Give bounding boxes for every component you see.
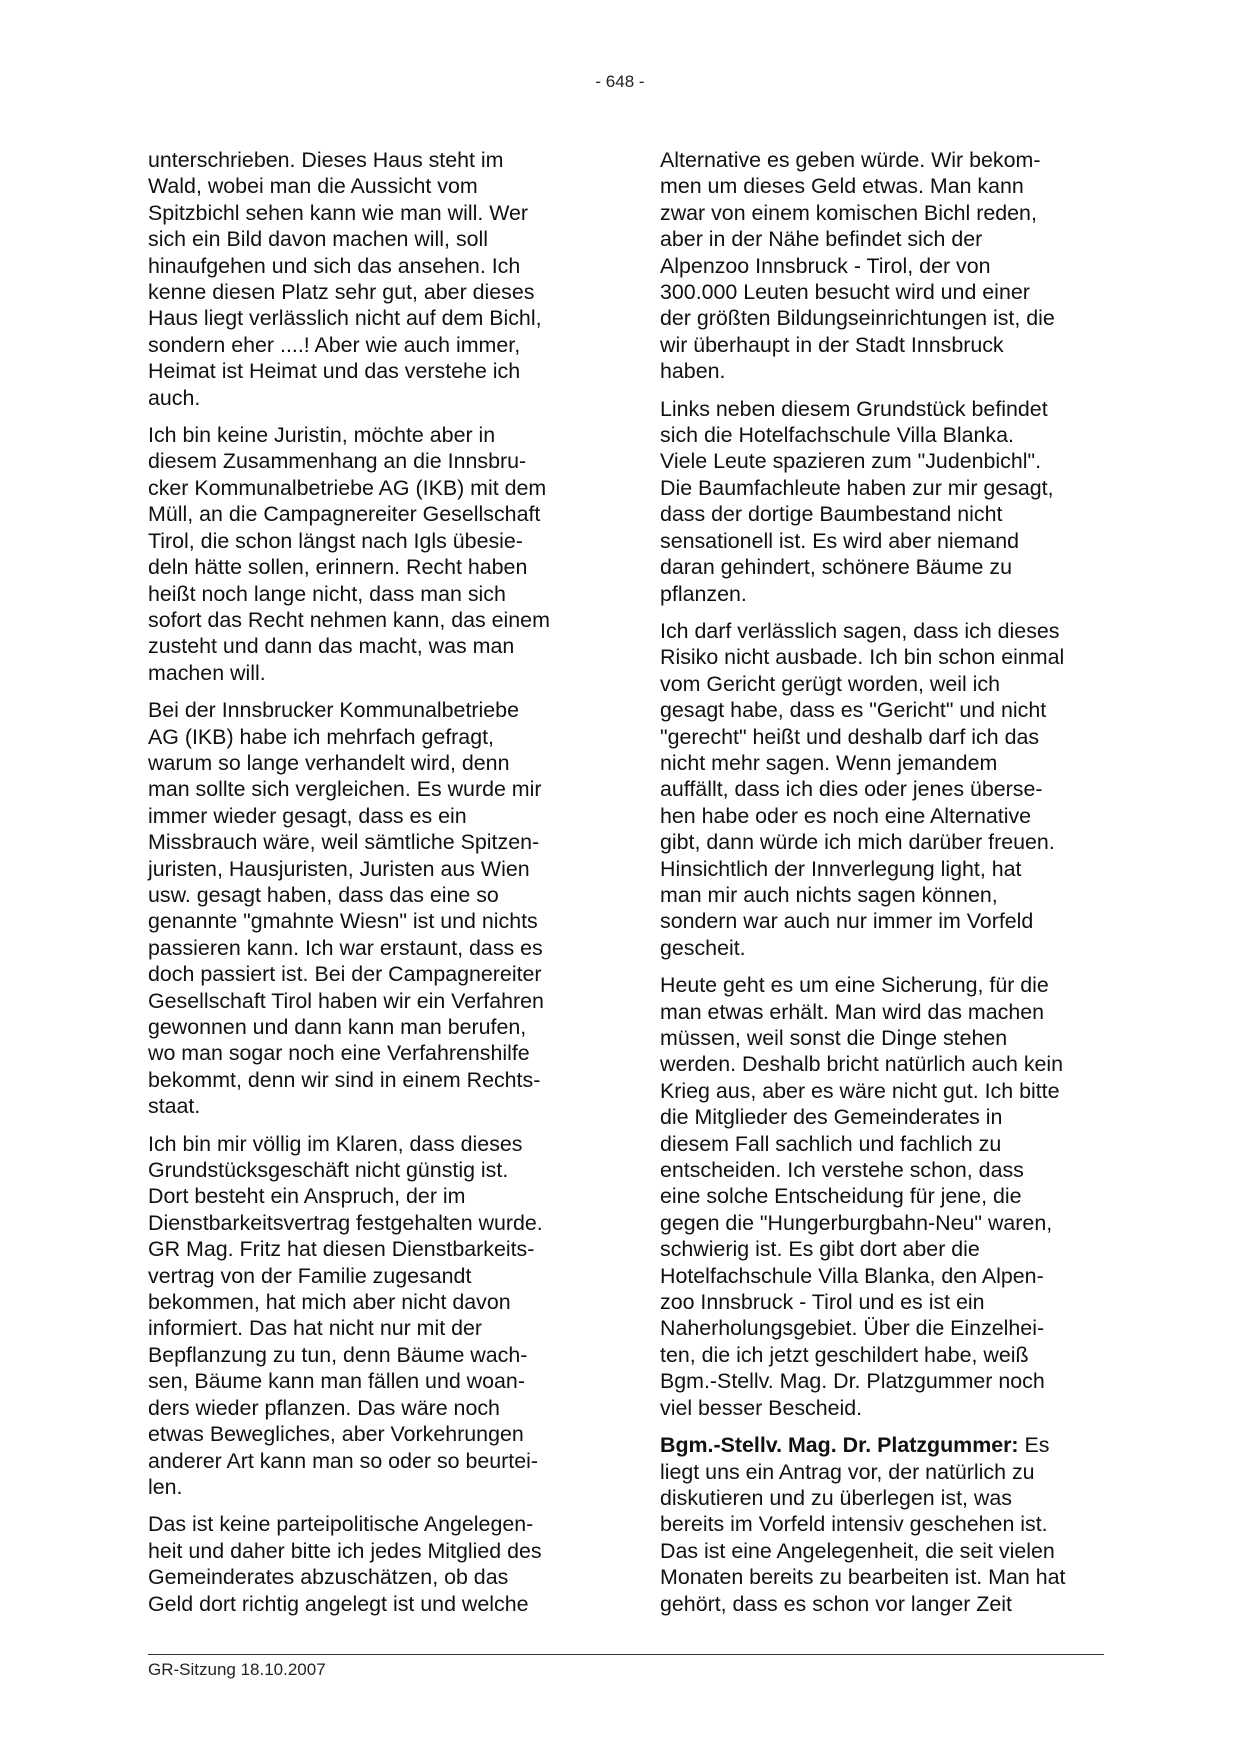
paragraph (660, 147, 1105, 385)
text-line: daran gehindert, schönere Bäume zu (660, 555, 1012, 580)
text-line: Bgm.-Stellv. Mag. Dr. Platzgummer noch (660, 1369, 1045, 1394)
paragraph (148, 1511, 588, 1617)
text-line: hinaufgehen und sich das ansehen. Ich (148, 253, 521, 278)
text-line: Gesellschaft Tirol haben wir ein Verfahren (148, 988, 544, 1013)
text-line: zoo Innsbruck - Tirol und es ist ein (660, 1290, 985, 1315)
text-line: AG (IKB) habe ich mehrfach gefragt, (148, 724, 494, 749)
text-line: der größten Bildungseinrichtungen ist, die (660, 306, 1055, 331)
text-line: sensationell ist. Es wird aber niemand (660, 528, 1020, 553)
text-line: Monaten bereits zu bearbeiten ist. Man hat (660, 1565, 1066, 1590)
text-line: bekommt, denn wir sind in einem Rechts- (148, 1067, 541, 1092)
text-line: haben. (660, 359, 726, 384)
text-line: schwierig ist. Es gibt dort aber die (660, 1237, 980, 1262)
text-line: Wald, wobei man die Aussicht vom (148, 174, 478, 199)
text-line: man mir auch nichts sagen können, (660, 882, 998, 907)
text-line: auch. (148, 385, 201, 410)
text-line: diskutieren und zu überlegen ist, was (660, 1485, 1012, 1510)
text-line: doch passiert ist. Bei der Campagnereiter (148, 962, 542, 987)
text-line: man sollte sich vergleichen. Es wurde mir (148, 777, 542, 802)
text-line: werden. Deshalb bricht natürlich auch kein (660, 1052, 1064, 1077)
text-line: Das ist eine Angelegenheit, die seit vielen (660, 1538, 1055, 1563)
text-line: kenne diesen Platz sehr gut, aber dieses (148, 280, 535, 305)
left-column (148, 147, 588, 1628)
speech-paragraph (660, 1432, 1105, 1617)
footer-session-date: GR-Sitzung 18.10.2007 (148, 1660, 326, 1679)
text-line: Hinsichtlich der Innverlegung light, hat (660, 856, 1022, 881)
text-line: auffällt, dass ich dies oder jenes überse- (660, 777, 1043, 802)
paragraph (660, 618, 1105, 961)
text-line: GR Mag. Fritz hat diesen Dienstbarkeits- (148, 1237, 535, 1262)
right-column (660, 147, 1105, 1628)
text-line: genannte "gmahnte Wiesn" ist und nichts (148, 909, 538, 934)
text-line: vertrag von der Familie zugesandt (148, 1263, 472, 1288)
text-line: diesem Zusammenhang an die Innsbru- (148, 449, 527, 474)
paragraph (148, 422, 588, 686)
text-line: Missbrauch wäre, weil sämtliche Spitzen- (148, 830, 540, 855)
text-line: etwas Bewegliches, aber Vorkehrungen (148, 1422, 524, 1447)
text-line: Alpenzoo Innsbruck - Tirol, der von (660, 253, 991, 278)
text-line: immer wieder gesagt, dass es ein (148, 803, 467, 828)
text-line: staat. (148, 1094, 201, 1119)
text-line: Links neben diesem Grundstück befindet (660, 396, 1048, 421)
text-line: wir überhaupt in der Stadt Innsbruck (660, 332, 1004, 357)
text-line: sondern eher ....! Aber wie auch immer, (148, 332, 521, 357)
page-number: - 648 - (595, 72, 645, 91)
text-line: unterschrieben. Dieses Haus steht im (148, 148, 504, 172)
text-line: len. (148, 1474, 183, 1499)
text-line: sen, Bäume kann man fällen und woan- (148, 1369, 525, 1394)
text-line: nicht mehr sagen. Wenn jemandem (660, 750, 998, 775)
text-line: bekommen, hat mich aber nicht davon (148, 1290, 511, 1315)
text-line: heißt noch lange nicht, dass man sich (148, 581, 506, 606)
text-line: Gemeinderates abzuschätzen, ob das (148, 1565, 509, 1590)
text-line: Bei der Innsbrucker Kommunalbetriebe (148, 698, 519, 723)
paragraph (148, 1131, 588, 1501)
text-line: sich ein Bild davon machen will, soll (148, 227, 489, 252)
text-line: Krieg aus, aber es wäre nicht gut. Ich bitte (660, 1078, 1060, 1103)
text-line: diesem Fall sachlich und fachlich zu (660, 1131, 1002, 1156)
text-line: usw. gesagt haben, dass das eine so (148, 882, 499, 907)
text-line: deln hätte sollen, erinnern. Recht haben (148, 555, 528, 580)
text-line: vom Gericht gerügt worden, weil ich (660, 671, 1001, 696)
text-line: Bepflanzung zu tun, denn Bäume wach- (148, 1342, 528, 1367)
text-line: 300.000 Leuten besucht wird und einer (660, 280, 1030, 305)
text-line: Hotelfachschule Villa Blanka, den Alpen- (660, 1263, 1044, 1288)
text-line: Tirol, die schon längst nach Igls übesie- (148, 528, 523, 553)
text-line: Grundstücksgeschäft nicht günstig ist. (148, 1158, 509, 1183)
text-line: men um dieses Geld etwas. Man kann (660, 174, 1024, 199)
text-line: Dort besteht ein Anspruch, der im (148, 1184, 466, 1209)
text-line: "gerecht" heißt und deshalb darf ich das (660, 724, 1040, 749)
text-line: Dienstbarkeitsvertrag festgehalten wurde. (148, 1210, 543, 1235)
text-line: entscheiden. Ich verstehe schon, dass (660, 1158, 1024, 1183)
speech-text: Es (1018, 1433, 1050, 1458)
paragraph (660, 396, 1105, 607)
text-line: zwar von einem komischen Bichl reden, (660, 200, 1037, 225)
text-line: ten, die ich jetzt geschildert habe, weiß (660, 1342, 1029, 1367)
text-line: gescheit. (660, 935, 746, 960)
text-line: müssen, weil sonst die Dinge stehen (660, 1026, 1008, 1050)
text-line: informiert. Das hat nicht nur mit der (148, 1316, 483, 1341)
text-line: anderer Art kann man so oder so beurtei- (148, 1448, 539, 1473)
text-line (660, 1432, 1105, 1458)
text-line: Viele Leute spazieren zum "Judenbichl". (660, 449, 1042, 474)
text-line: viel besser Bescheid. (660, 1395, 863, 1420)
text-line: pflanzen. (660, 581, 747, 606)
text-line: machen will. (148, 660, 266, 685)
paragraph (148, 697, 588, 1120)
text-line: juristen, Hausjuristen, Juristen aus Wien (148, 856, 530, 881)
text-line: Naherholungsgebiet. Über die Einzelhei- (660, 1316, 1045, 1341)
text-line: hen habe oder es noch eine Alternative (660, 803, 1032, 828)
speaker-name: Bgm.-Stellv. Mag. Dr. Platzgummer: (660, 1433, 1019, 1458)
text-line: sich die Hotelfachschule Villa Blanka. (660, 423, 1014, 448)
text-line: wo man sogar noch eine Verfahrenshilfe (148, 1041, 530, 1066)
text-line: Müll, an die Campagnereiter Gesellschaft (148, 502, 541, 527)
text-line: Alternative es geben würde. Wir bekom- (660, 148, 1041, 172)
text-line: Die Baumfachleute haben zur mir gesagt, (660, 475, 1054, 500)
text-line: gehört, dass es schon vor langer Zeit (660, 1591, 1012, 1616)
text-line: man etwas erhält. Man wird das machen (660, 999, 1045, 1024)
text-line: bereits im Vorfeld intensiv geschehen ist. (660, 1512, 1048, 1537)
text-line: Heute geht es um eine Sicherung, für die (660, 973, 1049, 998)
text-line: Geld dort richtig angelegt ist und welche (148, 1591, 529, 1616)
text-line: sondern war auch nur immer im Vorfeld (660, 909, 1034, 934)
footer-divider (148, 1654, 1104, 1655)
text-line: Ich bin keine Juristin, möchte aber in (148, 423, 496, 448)
text-line: Ich darf verlässlich sagen, dass ich dieses (660, 618, 1060, 643)
text-line: liegt uns ein Antrag vor, der natürlich zu (660, 1459, 1035, 1484)
text-line: Spitzbichl sehen kann wie man will. Wer (148, 200, 529, 225)
text-line: warum so lange verhandelt wird, denn (148, 750, 510, 775)
text-line: aber in der Nähe befindet sich der (660, 227, 983, 252)
text-line: zusteht und dann das macht, was man (148, 634, 515, 659)
text-line: passieren kann. Ich war erstaunt, dass es (148, 935, 543, 960)
paragraph (148, 147, 588, 411)
text-line: eine solche Entscheidung für jene, die (660, 1184, 1022, 1209)
text-line: heit und daher bitte ich jedes Mitglied des (148, 1538, 542, 1563)
text-line: sofort das Recht nehmen kann, das einem (148, 607, 550, 632)
text-line: ders wieder pflanzen. Das wäre noch (148, 1395, 500, 1420)
text-line: die Mitglieder des Gemeinderates in (660, 1105, 1003, 1130)
text-line: Ich bin mir völlig im Klaren, dass dieses (148, 1131, 523, 1156)
text-line: cker Kommunalbetriebe AG (IKB) mit dem (148, 475, 547, 500)
paragraph (660, 972, 1105, 1421)
text-line: Das ist keine parteipolitische Angelegen- (148, 1512, 534, 1537)
text-line: gesagt habe, dass es "Gericht" und nicht (660, 698, 1047, 723)
text-line: dass der dortige Baumbestand nicht (660, 502, 1003, 527)
text-line: Haus liegt verlässlich nicht auf dem Bichl, (148, 306, 542, 331)
text-line: Risiko nicht ausbade. Ich bin schon einmal (660, 645, 1065, 670)
text-line: gegen die "Hungerburgbahn-Neu" waren, (660, 1210, 1053, 1235)
text-line: Heimat ist Heimat und das verstehe ich (148, 359, 521, 384)
text-line: gewonnen und dann kann man berufen, (148, 1015, 527, 1039)
text-line: gibt, dann würde ich mich darüber freuen. (660, 830, 1055, 855)
